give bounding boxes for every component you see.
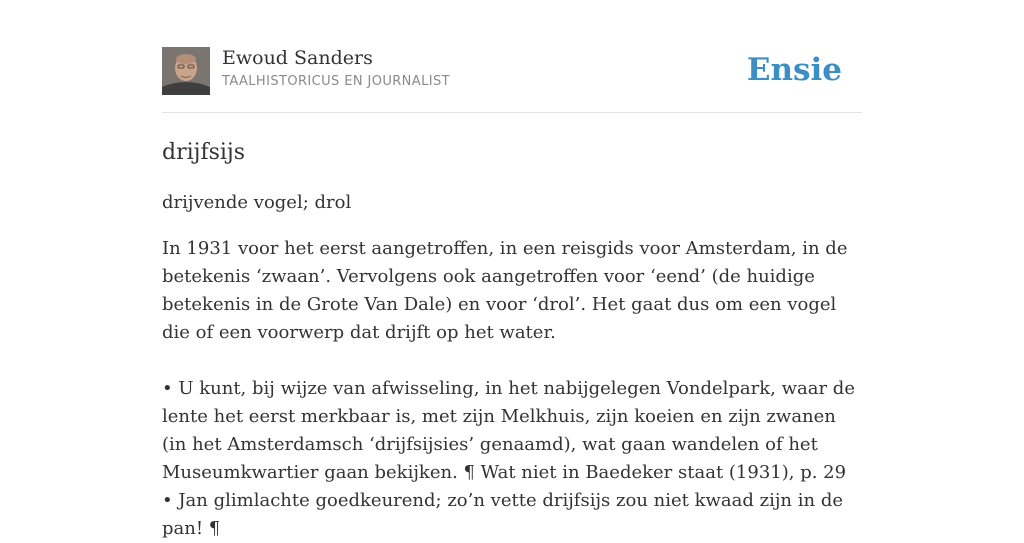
author-avatar[interactable]	[162, 47, 210, 95]
author-role: TAALHISTORICUS EN JOURNALIST	[222, 74, 450, 89]
quote-item: • Jan glimlachte goedkeurend; zo’n vette drijfsijs zou niet kwaad zijn in de pan! ¶	[162, 490, 843, 539]
quote-item: • U kunt, bij wijze van afwisseling, in het nabijgelegen Vondelpark, waar de lente het eerst merkbaar is, met zijn Melkhuis, zijn koeien en zijn zwanen (in het Amsterdamsch ‘drijfsijsies’ genaamd), wat gaan wandelen of het Museumkwartier gaan bekijken. ¶ Wat niet in Baedeker staat (1931), p. 29	[162, 378, 855, 483]
entry-term: drijfsijs	[162, 140, 246, 165]
author-name[interactable]: Ewoud Sanders	[222, 47, 373, 69]
author-header	[162, 46, 862, 113]
entry-page	[162, 0, 862, 543]
entry-definition: drijvende vogel; drol	[162, 192, 352, 213]
entry-explanation: In 1931 voor het eerst aangetroffen, in een reisgids voor Amsterdam, in de betekenis ‘zwaan’. Vervolgens ook aangetroffen voor ‘eend’ (de huidige betekenis in de Grote Van Dale) en voor ‘drol’. Het gaat dus om een vogel die of een voorwerp dat drijft op het water.	[162, 238, 848, 343]
paragraph-spacer	[162, 347, 862, 375]
brand-logo[interactable]: Ensie	[746, 52, 842, 88]
portrait-icon	[162, 47, 210, 95]
